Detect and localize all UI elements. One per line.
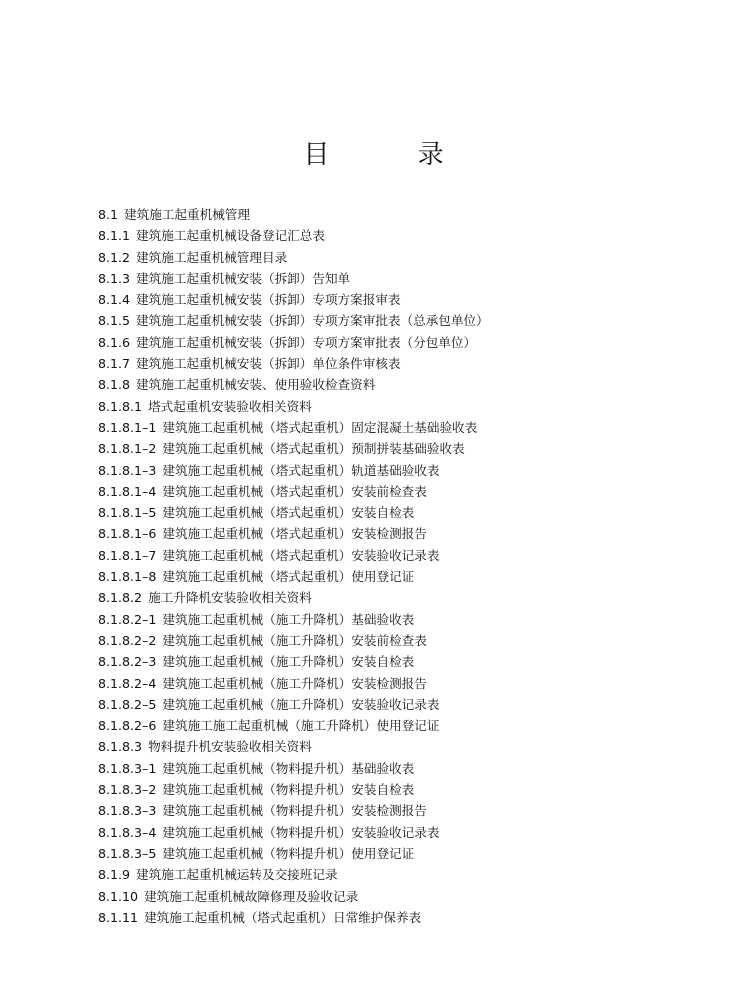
toc-entry-number: 8.1.11 [98, 909, 139, 925]
toc-entry-number: 8.1.9 [98, 867, 131, 883]
toc-entry-title: 建筑施工起重机械（塔式起重机）安装自检表 [162, 505, 415, 521]
toc-entry [98, 268, 489, 289]
toc-entry-title: 建筑施工起重机械运转及交接班记录 [136, 867, 338, 883]
toc-entry-number: 8.1.8.1–2 [98, 441, 157, 457]
toc-entry-number: 8.1.8.3–4 [98, 824, 157, 840]
toc-entry [98, 289, 489, 310]
toc-entry-number: 8.1.6 [98, 334, 131, 350]
toc-entry-number: 8.1.8.1–4 [98, 483, 157, 499]
toc-entry [98, 822, 489, 843]
toc-entry [98, 247, 489, 268]
toc-entry [98, 587, 489, 608]
toc-entry [98, 651, 489, 672]
toc-entry-title: 建筑施工起重机械故障修理及验收记录 [144, 888, 359, 904]
toc-entry [98, 310, 489, 331]
toc-entry [98, 545, 489, 566]
toc-entry-number: 8.1.8.2 [98, 590, 143, 606]
toc-entry-title: 建筑施工起重机械（施工升降机）安装前检查表 [162, 632, 427, 648]
toc-entry-number: 8.1.8.3 [98, 739, 143, 755]
toc-entry-number: 8.1.8.2–3 [98, 654, 157, 670]
toc-entry-title: 建筑施工起重机械安装（拆卸）告知单 [136, 270, 351, 286]
toc-entry [98, 779, 489, 800]
toc-entry-title: 建筑施工起重机械（施工升降机）安装检测报告 [162, 675, 427, 691]
toc-entry [98, 502, 489, 523]
toc-entry-number: 8.1.8.1–1 [98, 419, 157, 435]
toc-entry [98, 694, 489, 715]
toc-entry-title: 建筑施工起重机械（塔式起重机）预制拼装基础验收表 [162, 441, 465, 457]
toc-entry [98, 417, 489, 438]
toc-entry-number: 8.1.8.3–1 [98, 760, 157, 776]
toc-entry-title: 建筑施工起重机械（施工升降机）基础验收表 [162, 611, 415, 627]
toc-entry-title: 建筑施工起重机械设备登记汇总表 [136, 228, 325, 244]
toc-entry [98, 566, 489, 587]
toc-entry-title: 建筑施工施工起重机械（施工升降机）使用登记证 [162, 718, 440, 734]
toc-entry-title: 建筑施工起重机械（塔式起重机）安装验收记录表 [162, 547, 440, 563]
toc-entry [98, 204, 489, 225]
toc-entry-title: 建筑施工起重机械安装、使用验收检查资料 [136, 377, 376, 393]
toc-entry-title: 建筑施工起重机械（塔式起重机）安装前检查表 [162, 483, 427, 499]
toc-entry-title: 建筑施工起重机械（物料提升机）基础验收表 [162, 760, 415, 776]
toc-entry-title: 塔式起重机安装验收相关资料 [148, 398, 312, 414]
toc-entry-title: 建筑施工起重机械安装（拆卸）专项方案审批表（分包单位） [136, 334, 477, 350]
toc-entry-number: 8.1.7 [98, 356, 131, 372]
toc-entry [98, 523, 489, 544]
toc-entry-title: 建筑施工起重机械管理 [124, 207, 250, 222]
toc-entry-number: 8.1.4 [98, 292, 131, 308]
page-title: 目 录 [303, 140, 484, 170]
toc-entry-number: 8.1.10 [98, 888, 139, 904]
toc-entry-number: 8.1.8.1–3 [98, 462, 157, 478]
toc-entry-title: 建筑施工起重机械（塔式起重机）固定混凝土基础验收表 [162, 419, 478, 435]
toc-entry [98, 800, 489, 821]
toc-entry-number: 8.1.8.3–3 [98, 803, 157, 819]
toc-entry [98, 396, 489, 417]
toc-entry [98, 374, 489, 395]
toc-entry-title: 施工升降机安装验收相关资料 [148, 590, 312, 606]
toc-entry [98, 225, 489, 246]
toc-entry-title: 建筑施工起重机械安装（拆卸）单位条件审核表 [136, 356, 401, 372]
toc-entry [98, 736, 489, 757]
toc-entry-number: 8.1.8.1–7 [98, 547, 157, 563]
toc-entry [98, 353, 489, 374]
toc-entry-title: 建筑施工起重机械（物料提升机）安装验收记录表 [162, 824, 440, 840]
toc-entry-number: 8.1.2 [98, 249, 131, 265]
toc-entry-number: 8.1.8.3–2 [98, 782, 157, 798]
toc-entry-number: 8.1.3 [98, 270, 131, 286]
toc-entry-number: 8.1.8.1–6 [98, 526, 157, 542]
toc-entry-number: 8.1.5 [98, 313, 131, 329]
toc-entry-title: 建筑施工起重机械（施工升降机）安装验收记录表 [162, 696, 440, 712]
toc-entry-title: 建筑施工起重机械安装（拆卸）专项方案审批表（总承包单位） [136, 313, 489, 329]
toc-entry-number: 8.1.8.2–4 [98, 675, 157, 691]
toc-entry-number: 8.1.8.1–8 [98, 569, 157, 585]
toc-entry-number: 8.1.8 [98, 377, 131, 393]
toc-entry [98, 630, 489, 651]
toc-entry [98, 758, 489, 779]
toc-entry [98, 886, 489, 907]
toc-entry-title: 建筑施工起重机械安装（拆卸）专项方案报审表 [136, 292, 401, 308]
toc-entry-number: 8.1.8.1–5 [98, 505, 157, 521]
toc-entry-title: 建筑施工起重机械（物料提升机）使用登记证 [162, 845, 415, 861]
toc-entry [98, 907, 489, 928]
toc-entry-number: 8.1.8.2–2 [98, 632, 157, 648]
toc-entry-number: 8.1.8.1 [98, 398, 143, 414]
toc-entry-title: 建筑施工起重机械（塔式起重机）轨道基础验收表 [162, 462, 440, 478]
toc-entry [98, 460, 489, 481]
toc-entry-number: 8.1.8.2–5 [98, 696, 157, 712]
toc-entry [98, 843, 489, 864]
toc-entry-title: 建筑施工起重机械（物料提升机）安装检测报告 [162, 803, 427, 819]
toc-entry [98, 673, 489, 694]
toc-entry [98, 481, 489, 502]
toc-entry-number: 8.1.8.2–6 [98, 718, 157, 734]
toc-entry [98, 715, 489, 736]
toc-entry [98, 864, 489, 885]
toc-entry-title: 建筑施工起重机械（塔式起重机）使用登记证 [162, 569, 415, 585]
table-of-contents [98, 204, 489, 928]
toc-entry-title: 建筑施工起重机械（塔式起重机）安装检测报告 [162, 526, 427, 542]
toc-entry-title: 建筑施工起重机械（施工升降机）安装自检表 [162, 654, 415, 670]
toc-entry-number: 8.1.1 [98, 228, 131, 244]
toc-entry-number: 8.1 [98, 207, 119, 222]
toc-entry [98, 609, 489, 630]
toc-entry-number: 8.1.8.2–1 [98, 611, 157, 627]
toc-entry-title: 物料提升机安装验收相关资料 [148, 739, 312, 755]
toc-entry [98, 332, 489, 353]
toc-entry-number: 8.1.8.3–5 [98, 845, 157, 861]
toc-entry-title: 建筑施工起重机械管理目录 [136, 249, 288, 265]
toc-entry-title: 建筑施工起重机械（物料提升机）安装自检表 [162, 782, 415, 798]
toc-entry-title: 建筑施工起重机械（塔式起重机）日常维护保养表 [144, 909, 422, 925]
toc-entry [98, 438, 489, 459]
